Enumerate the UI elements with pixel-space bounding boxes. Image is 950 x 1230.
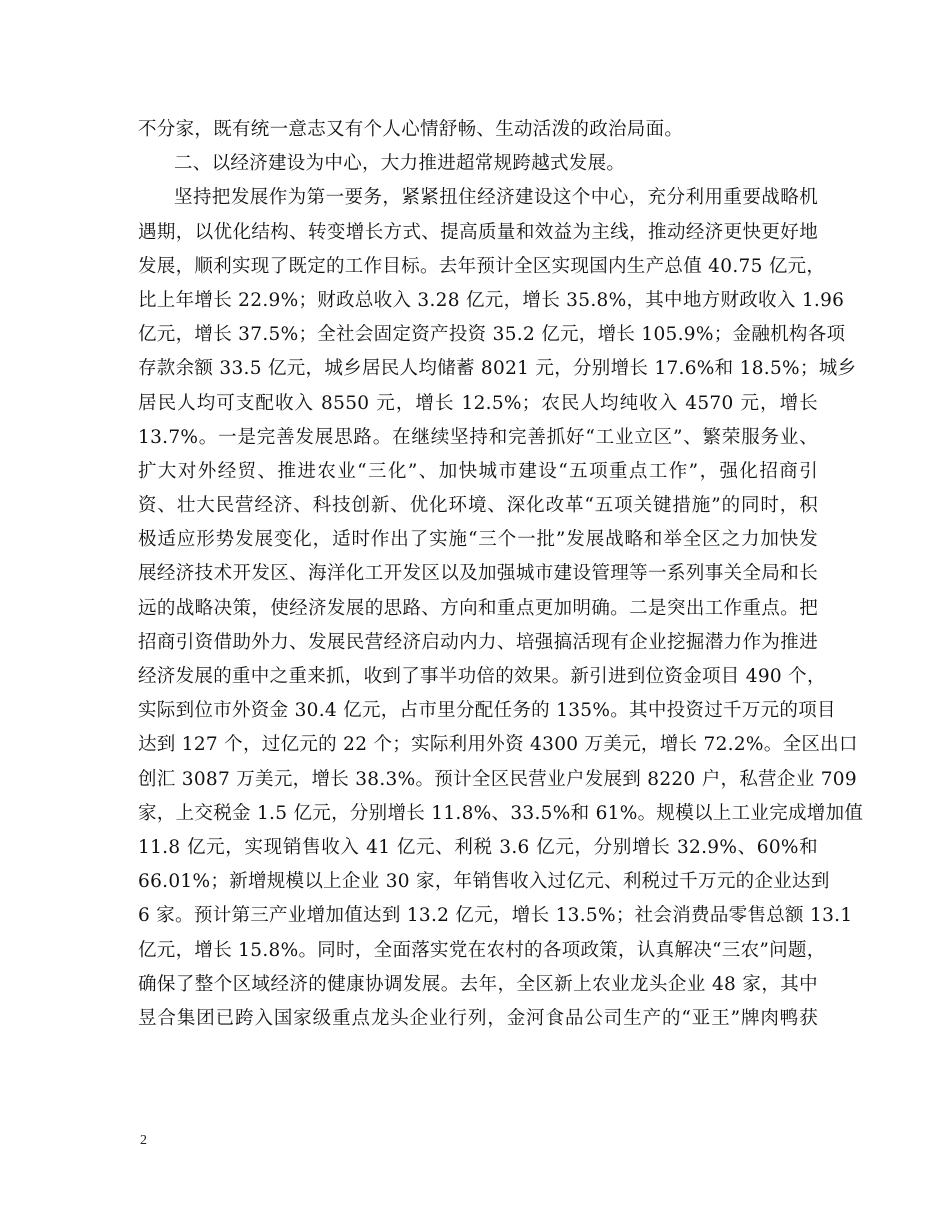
text-line: 不分家，既有统一意志又有个人心情舒畅、生动活泼的政治局面。	[138, 119, 684, 140]
page-number: 2	[140, 1133, 147, 1148]
text-line: 家，上交税金 1.5 亿元，分别增长 11.8%、33.5%和 61%。规模以上工业完成增加值	[138, 802, 864, 824]
text-line: 13.7%。一是完善发展思路。在继续坚持和完善抓好“工业立区”、繁荣服务业、	[138, 426, 818, 448]
text-line: 远的战略决策，使经济发展的思路、方向和重点更加明确。二是突出工作重点。把	[138, 597, 818, 619]
text-line: 亿元，增长 37.5%；全社会固定资产投资 35.2 亿元，增长 105.9%；金融机构各项	[138, 324, 846, 346]
text-line: 创汇 3087 万美元，增长 38.3%。预计全区民营业户发展到 8220 户，私营企业 709	[138, 768, 857, 790]
text-line: 达到 127 个，过亿元的 22 个；实际利用外资 4300 万美元，增长 72.2%。全区出口	[138, 734, 858, 756]
text-line: 昱合集团已跨入国家级重点龙头企业行列，金河食品公司生产的“亚王”牌肉鸭获	[138, 1007, 818, 1029]
text-line: 极适应形势发展变化，适时作出了实施“三个一批”发展战略和举全区之力加快发	[138, 529, 818, 551]
text-line: 比上年增长 22.9%；财政总收入 3.28 亿元，增长 35.8%，其中地方财政收入 1.96	[138, 289, 845, 311]
text-line: 经济发展的重中之重来抓，收到了事半功倍的效果。新引进到位资金项目 490 个，	[138, 666, 826, 687]
text-line: 发展，顺利实现了既定的工作目标。去年预计全区实现国内生产总值 40.75 亿元，	[138, 255, 826, 277]
text-line: 扩大对外经贸、推进农业“三化”、加快城市建设“五项重点工作”，强化招商引	[138, 460, 818, 482]
text-line: 确保了整个区域经济的健康协调发展。去年，全区新上农业龙头企业 48 家，其中	[138, 973, 818, 995]
text-line: 实际到位市外资金 30.4 亿元，占市里分配任务的 135%。其中投资过千万元的项目	[138, 700, 836, 722]
text-line: 招商引资借助外力、发展民营经济启动内力、培强搞活现有企业挖掘潜力作为推进	[138, 631, 818, 653]
text-line: 存款余额 33.5 亿元，城乡居民人均储蓄 8021 元，分别增长 17.6%和 18.5%；城乡	[138, 358, 857, 380]
text-line: 亿元，增长 15.8%。同时，全面落实党在农村的各项政策，认真解决“三农”问题，	[138, 939, 826, 961]
text-line: 展经济技术开发区、海洋化工开发区以及加强城市建设管理等一系列事关全局和长	[138, 563, 818, 585]
text-line: 遇期，以优化结构、转变增长方式、提高质量和效益为主线，推动经济更快更好地	[138, 221, 818, 243]
section-heading: 二、以经济建设为中心，大力推进超常规跨越式发展。	[174, 153, 626, 175]
text-line: 资、壮大民营经济、科技创新、优化环境、深化改革“五项关键措施”的同时，积	[138, 495, 818, 517]
text-line: 坚持把发展作为第一要务，紧紧扭住经济建设这个中心，充分利用重要战略机	[174, 187, 818, 209]
text-line: 11.8 亿元，实现销售收入 41 亿元、利税 3.6 亿元，分别增长 32.9%、60%和	[138, 836, 818, 858]
text-line: 6 家。预计第三产业增加值达到 13.2 亿元，增长 13.5%；社会消费品零售总额 13.1	[138, 905, 853, 927]
body-text	[138, 113, 864, 1036]
text-line: 66.01%；新增规模以上企业 30 家，年销售收入过亿元、利税过千万元的企业达到	[138, 871, 830, 893]
text-line: 居民人均可支配收入 8550 元，增长 12.5%；农民人均纯收入 4570 元，增长	[138, 392, 818, 414]
